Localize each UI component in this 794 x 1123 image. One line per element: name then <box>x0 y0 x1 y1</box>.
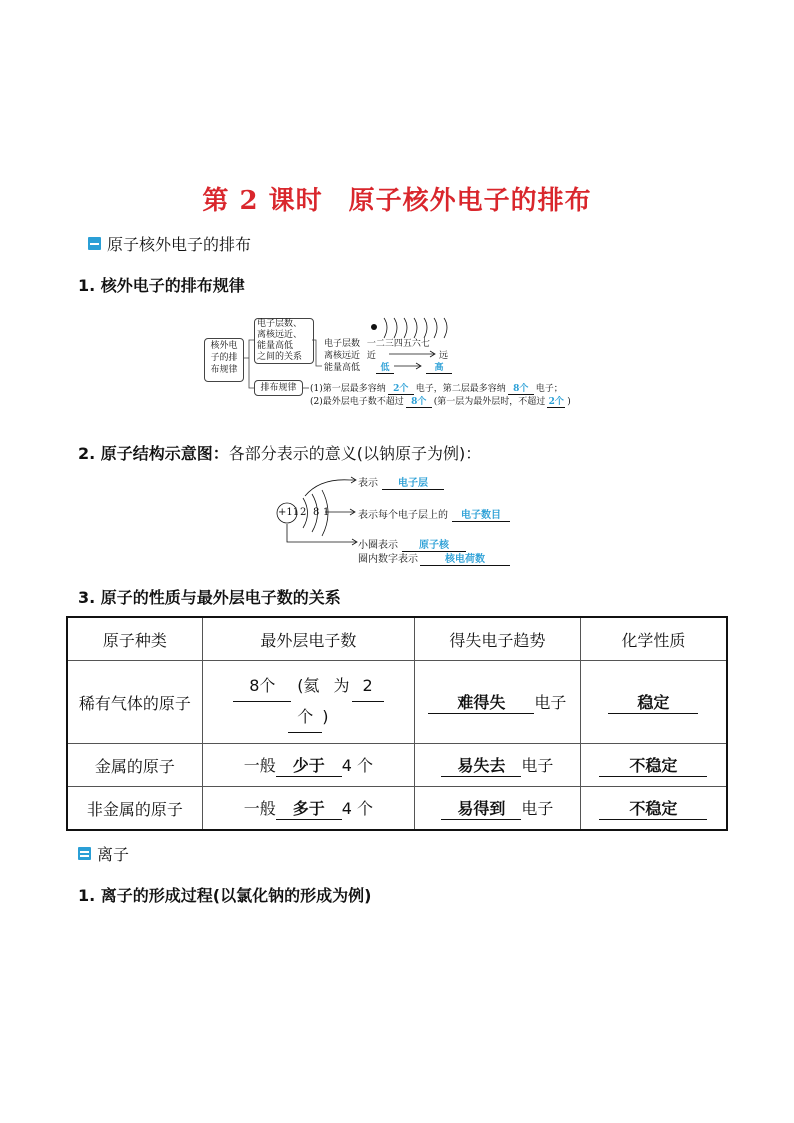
lesson-topic: 原子核外电子的排布 <box>348 186 592 216</box>
cell-outer: 一般 少于 4 个 <box>202 744 414 787</box>
header-trend: 得失电子趋势 <box>415 617 581 661</box>
section-header-2 <box>78 842 129 865</box>
energy-high-answer: 高 <box>426 360 452 374</box>
heading-3: 3. 原子的性质与最外层电子数的关系 <box>78 588 341 607</box>
atom-diagram <box>270 468 540 568</box>
header-kind: 原子种类 <box>67 617 202 661</box>
cell-kind: 非金属的原子 <box>67 787 202 831</box>
cell-trend: 易失去 电子 <box>415 744 581 787</box>
section-label: 离子 <box>97 845 130 864</box>
section-two-icon <box>78 847 91 860</box>
table-row <box>67 661 727 744</box>
distance-label: 离核远近 <box>324 351 361 361</box>
cell-property: 不稳定 <box>580 744 727 787</box>
table-header-row <box>67 617 727 661</box>
distance-near: 近 <box>366 351 376 361</box>
energy-label: 能量高低 <box>324 363 361 373</box>
shell-count-2: 8 <box>313 507 320 518</box>
property-table <box>66 616 728 831</box>
rule-line-2: (2)最外层电子数不超过 8个 (第一层为最外层时，不超过 2个 ) <box>310 394 571 408</box>
rule-box: 排布规律 <box>254 380 303 396</box>
heading-4: 1. 离子的形成过程(以氯化钠的形成为例) <box>78 886 372 905</box>
section-label: 原子核外电子的排布 <box>107 235 252 254</box>
cell-property: 不稳定 <box>580 787 727 831</box>
relation-box: 电子层数、 离核远近、 能量高低 之间的关系 <box>254 318 314 364</box>
heading-1: 1. 核外电子的排布规律 <box>78 276 245 295</box>
layers-label: 电子层数 <box>324 339 361 349</box>
page-title <box>0 180 794 217</box>
label-inner: 圈内数字表示 核电荷数 <box>358 550 510 566</box>
arrangement-diagram <box>204 316 604 410</box>
section-one-icon <box>88 237 101 250</box>
cell-property: 稳定 <box>580 661 727 744</box>
shell-count-1: 2 <box>300 507 307 518</box>
label-count: 表示每个电子层上的 电子数目 <box>358 506 510 522</box>
cell-trend: 易得到 电子 <box>415 787 581 831</box>
header-outer: 最外层电子数 <box>202 617 414 661</box>
distance-far: 远 <box>439 351 449 361</box>
cell-outer: 一般 多于 4 个 <box>202 787 414 831</box>
lesson-number: 第 2 课时 <box>202 186 323 216</box>
heading-2: 2. 原子结构示意图：各部分表示的意义(以钠原子为例)： <box>78 444 482 463</box>
label-shell: 表示 电子层 <box>358 474 444 490</box>
cell-kind: 金属的原子 <box>67 744 202 787</box>
cell-kind: 稀有气体的原子 <box>67 661 202 744</box>
header-property: 化学性质 <box>580 617 727 661</box>
table-row <box>67 744 727 787</box>
section-header-1 <box>88 232 251 255</box>
rule-line-1: (1)第一层最多容纳 2个 电子，第二层最多容纳 8个 电子； <box>310 381 563 395</box>
root-box: 核外电 子的排 布规律 <box>204 338 244 382</box>
shell-count-3: 1 <box>323 507 330 518</box>
table-row <box>67 787 727 831</box>
cell-trend: 难得失 电子 <box>415 661 581 744</box>
nucleus-charge: +11 <box>278 507 300 518</box>
cell-outer: 8个 (氦 为 2 个 ) <box>202 661 414 744</box>
label-circle: 小圈表示 原子核 <box>358 536 466 552</box>
layers-numbers: 一二三四五六七 <box>366 339 430 349</box>
energy-low-answer: 低 <box>376 360 394 374</box>
